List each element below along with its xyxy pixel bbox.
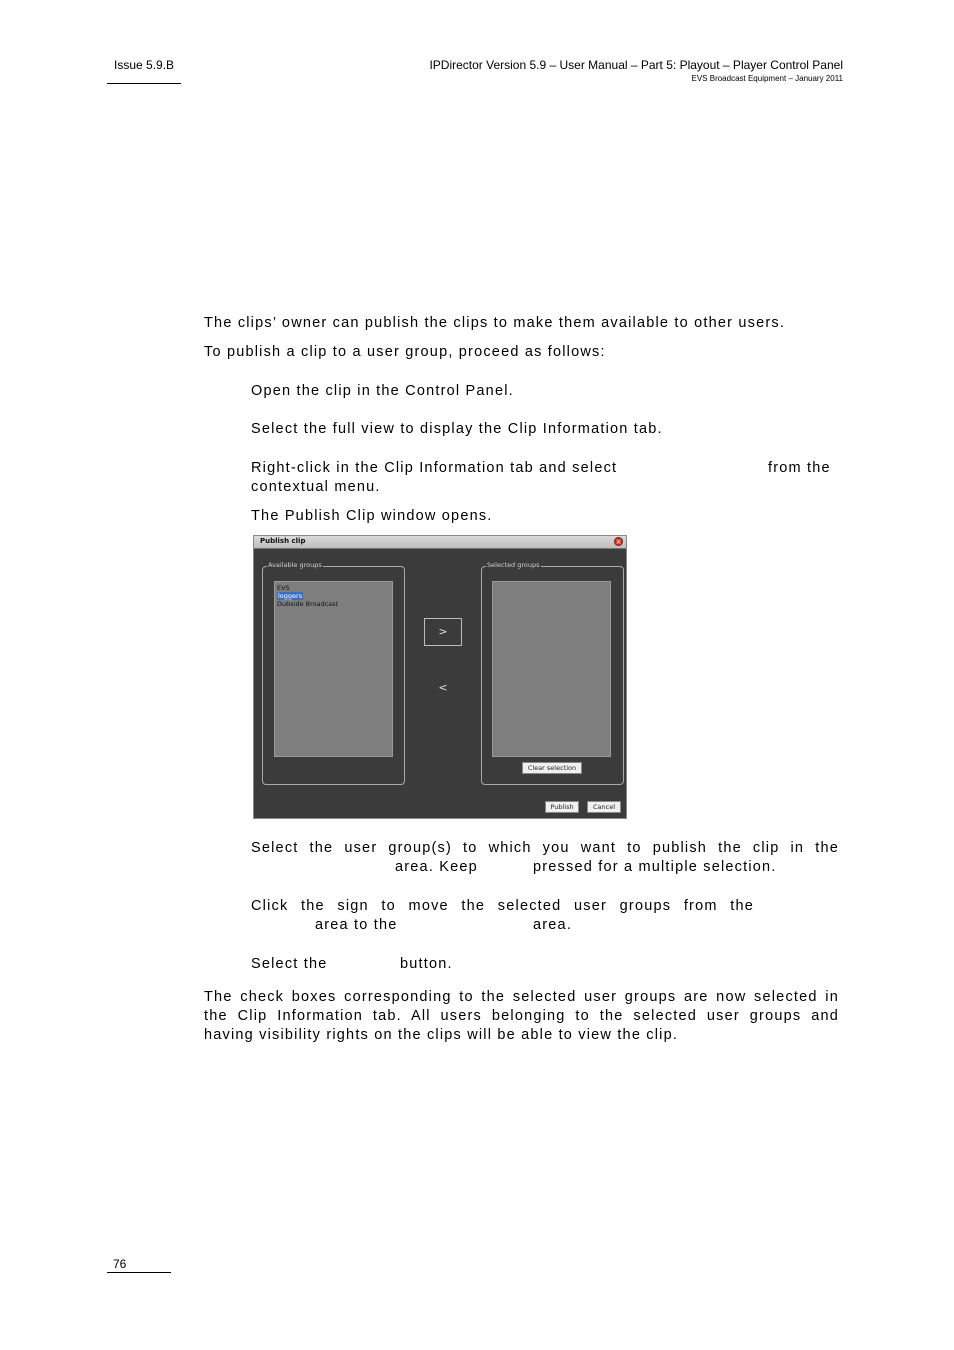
step-4-part-b: pressed for a multiple selection.: [533, 859, 777, 875]
conclusion-line-2: the Clip Information tab. All users belonging to the selected user groups and: [204, 1008, 839, 1024]
header-rule: [107, 83, 181, 84]
step-6-part-b: button.: [400, 956, 453, 972]
step-4-line-1-text: Select the user group(s) to which you want to publish the clip in the: [251, 840, 839, 856]
step-5-line-1: [251, 897, 754, 916]
remove-group-button[interactable]: <: [438, 681, 448, 694]
conclusion-paragraph: [204, 988, 839, 1045]
page-number: 76: [113, 1257, 127, 1271]
step-5-part-b: area.: [533, 917, 573, 933]
selected-groups-label: Selected groups: [487, 561, 540, 569]
cancel-button[interactable]: Cancel: [587, 801, 621, 813]
step-3-part-b: from the: [768, 460, 831, 476]
step-4-line-1: [251, 839, 839, 858]
available-groups-label: Available groups: [268, 561, 322, 569]
step-6-part-a: Select the: [251, 956, 328, 972]
conclusion-line-3: having visibility rights on the clips will be able to view the clip.: [204, 1027, 679, 1043]
dialog-title: Publish clip: [260, 537, 306, 545]
add-group-button[interactable]: >: [424, 618, 462, 646]
list-item[interactable]: Dubside Broadcast: [277, 600, 339, 608]
step-1: Open the clip in the Control Panel.: [251, 383, 514, 399]
manual-subtitle: EVS Broadcast Equipment – January 2011: [691, 74, 843, 83]
available-groups-box: [262, 561, 405, 785]
dialog-title-bar: [254, 536, 626, 549]
publish-clip-dialog: [253, 535, 627, 819]
intro-paragraph: The clips’ owner can publish the clips to make them available to other users.: [204, 315, 786, 331]
selected-groups-list[interactable]: [492, 581, 611, 757]
step-5-part-a: area to the: [315, 917, 398, 933]
step-3-part-a: Right-click in the Clip Information tab and select: [251, 460, 618, 476]
step-2: Select the full view to display the Clip Information tab.: [251, 421, 663, 437]
selected-groups-box: [481, 561, 624, 785]
list-item[interactable]: EVS: [277, 584, 290, 592]
step-3-result: The Publish Clip window opens.: [251, 508, 493, 524]
manual-title: IPDirector Version 5.9 – User Manual – Part 5: Playout – Player Control Panel: [429, 58, 843, 72]
procedure-intro: To publish a clip to a user group, proceed as follows:: [204, 344, 606, 360]
step-3-line-2: contextual menu.: [251, 479, 381, 495]
step-4-part-a: area. Keep: [395, 859, 478, 875]
available-groups-list[interactable]: [274, 581, 393, 757]
clear-selection-button[interactable]: Clear selection: [522, 762, 582, 774]
issue-label: Issue 5.9.B: [114, 58, 175, 72]
list-item-selected[interactable]: loggers: [278, 592, 303, 600]
footer-rule: [107, 1272, 171, 1273]
step-5-line-1-text: Click the sign to move the selected user groups from the: [251, 898, 754, 914]
conclusion-line-1: The check boxes corresponding to the selected user groups are now selected in: [204, 989, 839, 1005]
publish-button[interactable]: Publish: [545, 801, 579, 813]
close-icon[interactable]: ×: [615, 538, 622, 546]
